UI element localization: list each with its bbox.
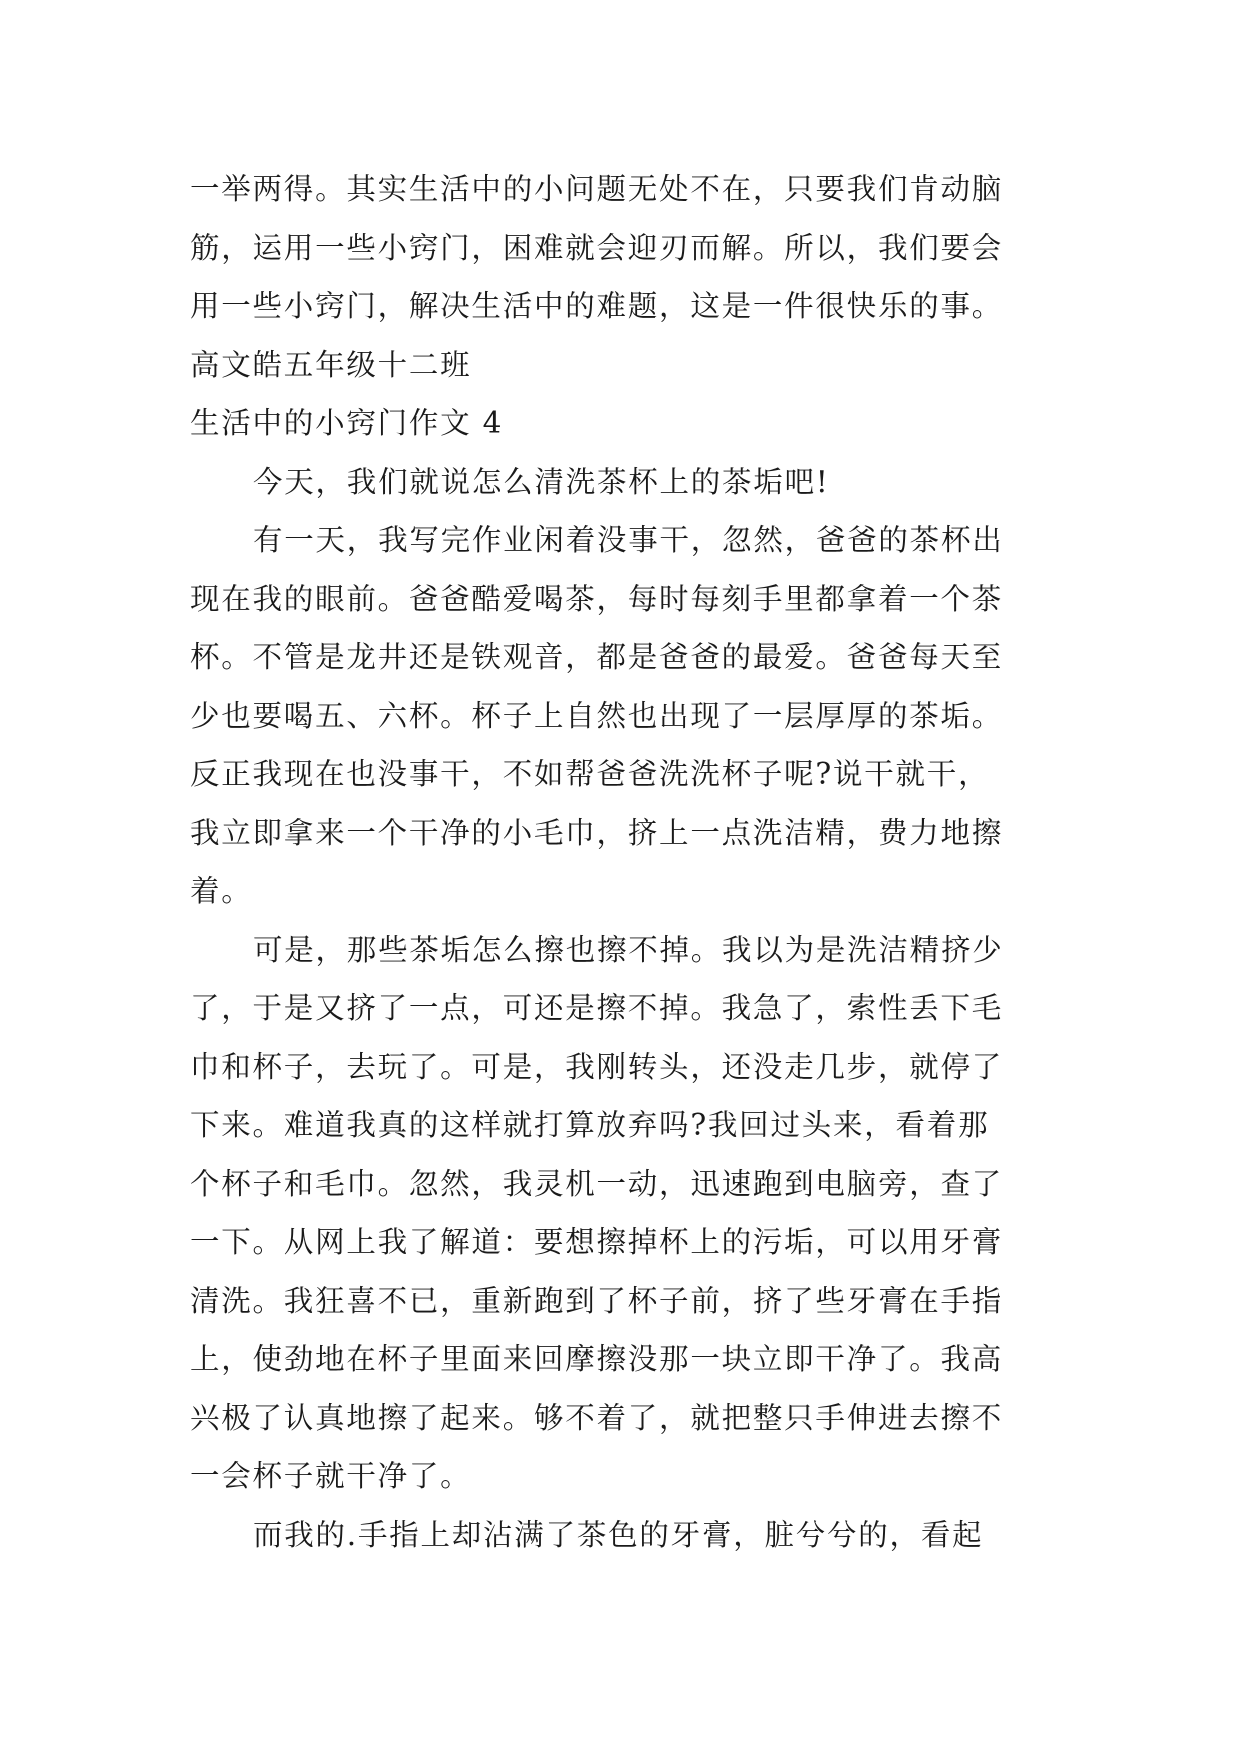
text-line: 巾和杯子，去玩了。可是，我刚转头，还没走几步，就停了 [190, 1049, 1004, 1084]
text-line: 一举两得。其实生活中的小问题无处不在，只要我们肯动脑 [190, 172, 1004, 206]
author-line: 高文皓五年级十二班 [190, 347, 472, 382]
text-line: 反正我现在也没事干，不如帮爸爸洗洗杯子呢?说干就干， [190, 757, 990, 791]
text-line: 用一些小窍门，解决生活中的难题，这是一件很快乐的事。 [190, 289, 1004, 323]
paragraph-start-line: 而我的.手指上却沾满了茶色的牙膏，脏兮兮的，看起 [253, 1517, 984, 1552]
text-line: 了，于是又挤了一点，可还是擦不掉。我急了，索性丢下毛 [190, 991, 1004, 1025]
text-line: 下来。难道我真的这样就打算放弃吗?我回过头来，看着那 [190, 1108, 990, 1142]
paragraph-start-line: 有一天，我写完作业闲着没事干，忽然，爸爸的茶杯出 [253, 523, 1004, 557]
text-line: 杯。不管是龙井还是铁观音，都是爸爸的最爱。爸爸每天至 [190, 640, 1004, 674]
paragraph-start-line: 今天，我们就说怎么清洗茶杯上的茶垢吧! [253, 464, 830, 499]
text-line: 上，使劲地在杯子里面来回摩擦没那一块立即干净了。我高 [190, 1342, 1004, 1376]
document-body [190, 160, 1070, 1564]
text-line: 清洗。我狂喜不已，重新跑到了杯子前，挤了些牙膏在手指 [190, 1283, 1004, 1318]
text-line: 筋，运用一些小窍门，困难就会迎刃而解。所以，我们要会 [190, 230, 1004, 265]
essay-title: 生活中的小窍门作文 4 [190, 406, 504, 440]
text-line: 我立即拿来一个干净的小毛巾，挤上一点洗洁精，费力地擦 [190, 815, 1004, 850]
text-line: 个杯子和毛巾。忽然，我灵机一动，迅速跑到电脑旁，查了 [190, 1166, 1004, 1201]
text-line: 兴极了认真地擦了起来。够不着了，就把整只手伸进去擦不 [190, 1400, 1004, 1435]
paragraph-start-line: 可是，那些茶垢怎么擦也擦不掉。我以为是洗洁精挤少 [253, 932, 1004, 967]
text-line: 一会杯子就干净了。 [190, 1459, 472, 1493]
text-line: 少也要喝五、六杯。杯子上自然也出现了一层厚厚的茶垢。 [190, 698, 1004, 733]
text-line: 现在我的眼前。爸爸酷爱喝茶，每时每刻手里都拿着一个茶 [190, 581, 1004, 616]
text-line: 着。 [190, 874, 253, 908]
text-line: 一下。从网上我了解道：要想擦掉杯上的污垢，可以用牙膏 [190, 1225, 1004, 1259]
